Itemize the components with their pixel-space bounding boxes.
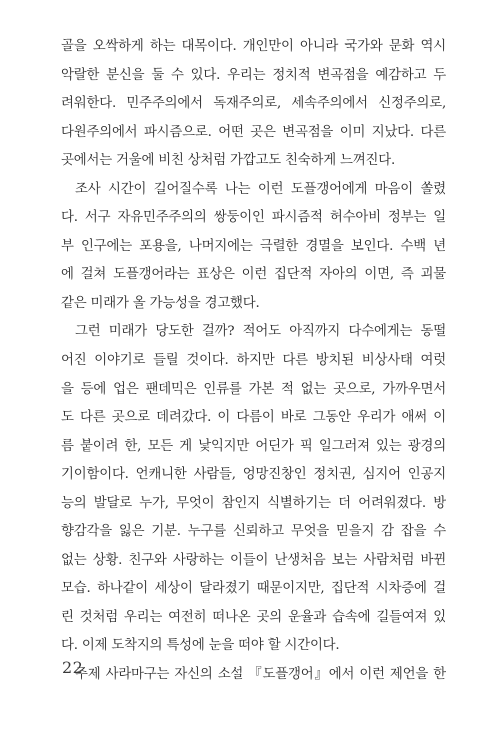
text-line: 다원주의에서 파시즘으로. 어떤 곳은 변곡점을 이미 지났다. 다른: [61, 124, 446, 140]
text-line: 다. 이제 도착지의 특성에 눈을 떠야 할 시간이다.: [61, 638, 340, 654]
page-number: 22: [62, 658, 84, 677]
text-line: 모습. 하나같이 세상이 달라졌기 때문이지만, 집단적 시차증에 걸: [61, 581, 446, 597]
text-line: 같은 미래가 올 가능성을 경고했다.: [61, 295, 260, 311]
text-line: 다. 서구 자유민주주의의 쌍둥이인 파시즘적 허수아비 정부는 일: [61, 210, 446, 226]
text-line: 기이함이다. 언캐니한 사람들, 엉망진창인 정치권, 심지어 인공지: [61, 467, 446, 483]
text-line: 향감각을 잃은 기분. 누구를 신뢰하고 무엇을 믿을지 감 잡을 수: [61, 524, 446, 540]
paragraph-first-line: 주제 사라마구는 자신의 소설 『도플갱어』에서 이런 제언을 한: [75, 667, 446, 683]
paragraph-first-line: 그런 미래가 당도한 걸까? 적어도 아직까지 다수에게는 동떨: [75, 324, 446, 340]
text-line: 어진 이야기로 들릴 것이다. 하지만 다른 방치된 비상사태 여럿: [61, 353, 446, 369]
text-line: 린 것처럼 우리는 여전히 떠나온 곳의 운율과 습속에 길들여져 있: [61, 609, 446, 625]
text-line: 곳에서는 거울에 비친 상처럼 가깝고도 친숙하게 느껴진다.: [61, 153, 396, 169]
text-line: 려워한다. 민주주의에서 독재주의로, 세속주의에서 신정주의로,: [61, 96, 446, 112]
text-line: 능의 발달로 누가, 무엇이 참인지 식별하기는 더 어려워졌다. 방: [61, 495, 446, 511]
text-line: 골을 오싹하게 하는 대목이다. 개인만이 아니라 국가와 문화 역시: [61, 39, 446, 54]
text-line: 없는 상황. 친구와 사랑하는 이들이 난생처음 보는 사람처럼 바뀐: [61, 552, 446, 568]
text-line: 에 걸쳐 도플갱어라는 표상은 이런 집단적 자아의 이면, 즉 괴물: [61, 267, 446, 283]
text-line: 름 붙이려 한, 모든 게 낯익지만 어딘가 픽 일그러져 있는 광경의: [61, 438, 446, 454]
text-line: 도 다른 곳으로 데려갔다. 이 다름이 바로 그동안 우리가 애써 이: [61, 410, 446, 426]
body-text: [61, 33, 446, 690]
text-line: 을 등에 업은 팬데믹은 인류를 가본 적 없는 곳으로, 가까우면서: [61, 381, 446, 397]
text-line: 부 인구에는 포용을, 나머지에는 극렬한 경멸을 보인다. 수백 년: [61, 238, 446, 254]
paragraph-first-line: 조사 시간이 길어질수록 나는 이런 도플갱어에게 마음이 쏠렸: [75, 181, 446, 197]
text-line: 악랄한 분신을 둘 수 있다. 우리는 정치적 변곡점을 예감하고 두: [61, 67, 446, 83]
